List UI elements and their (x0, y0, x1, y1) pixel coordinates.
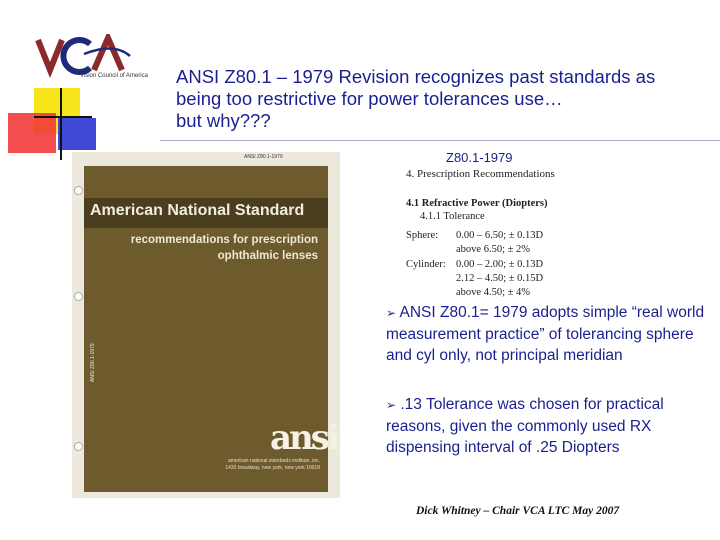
cover-subtitle-1: recommendations for prescription (130, 234, 318, 246)
title-line-1: ANSI Z80.1 – 1979 Revision recognizes past standards as (176, 66, 656, 87)
slide-footer: Dick Whitney – Chair VCA LTC May 2007 (416, 505, 620, 517)
cover-publisher-2: 1430 broadway, new york, new york 10018 (225, 465, 320, 471)
decor-horizontal-line (34, 116, 92, 118)
sphere-label: Sphere: (406, 230, 439, 241)
cover-title: American National Standard (90, 202, 305, 219)
binder-hole (74, 186, 83, 195)
title-line-2: being too restrictive for power tolerances use… (176, 88, 563, 109)
bullet-text: ANSI Z80.1= 1979 adopts simple “real world measurement practice” of tolerancing sphere and cyl only, not principal meridian (386, 304, 705, 364)
cover-standard-number: ANSI Z80.1-1979 (244, 154, 283, 160)
excerpt-subsub: 4.1.1 Tolerance (420, 211, 485, 222)
cylinder-label: Cylinder: (406, 259, 446, 270)
title-line-3: but why??? (176, 110, 271, 131)
sphere-range-2: above 6.50; ± 2% (456, 244, 530, 255)
cover-subtitle-2: ophthalmic lenses (217, 250, 318, 262)
bullet-point (386, 394, 686, 458)
slide-title (176, 66, 706, 132)
logo-tagline: Vision Council of America (80, 73, 148, 79)
excerpt-sub: 4.1 Refractive Power (Diopters) (406, 198, 548, 209)
decor-vertical-line (60, 88, 62, 160)
arrow-bullet-icon: ➢ (386, 306, 397, 320)
excerpt-heading: Z80.1-1979 (446, 150, 513, 165)
arrow-bullet-icon: ➢ (386, 398, 397, 412)
title-divider (160, 140, 720, 141)
excerpt-section: 4. Prescription Recommendations (406, 168, 555, 180)
cylinder-range-3: above 4.50; ± 4% (456, 287, 530, 298)
bullet-text: .13 Tolerance was chosen for practical reasons, given the commonly used RX dispensing interval of .25 Diopters (386, 396, 664, 456)
cylinder-range-2: 2.12 – 4.50; ± 0.15D (456, 273, 544, 284)
sphere-range-1: 0.00 – 6.50; ± 0.13D (456, 230, 544, 241)
vca-logo (34, 34, 164, 82)
decor-blue-square (58, 118, 96, 150)
cylinder-range-1: 0.00 – 2.00; ± 0.13D (456, 259, 544, 270)
binder-hole (74, 292, 83, 301)
bullet-point (386, 302, 716, 366)
decor-red-square (8, 113, 56, 153)
binder-hole (74, 442, 83, 451)
book-cover (84, 166, 337, 492)
cover-publisher-1: american national standards institute, inc. (228, 458, 320, 464)
cover-side-text: ANSI Z80.1-1979 (90, 343, 96, 382)
ansi-logo: ansi (270, 418, 337, 458)
standard-excerpt (400, 166, 610, 300)
